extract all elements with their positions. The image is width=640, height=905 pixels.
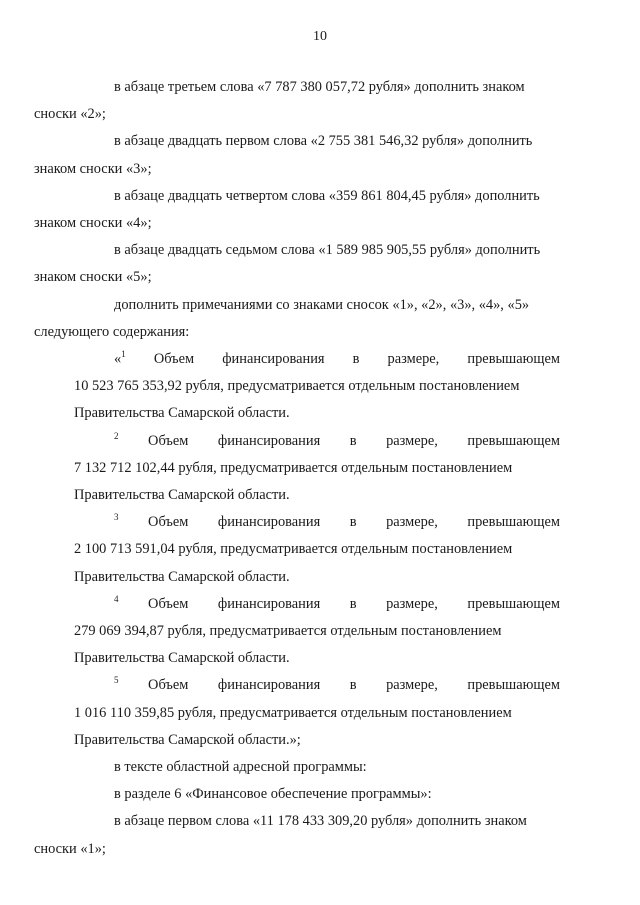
footnote-word: финансирования — [222, 351, 325, 368]
footnote-first-line — [74, 591, 560, 618]
paragraph-line: сноски «2»; — [34, 106, 106, 123]
paragraph-line: следующего содержания: — [34, 323, 190, 340]
footnote-word: размере, — [386, 677, 438, 694]
paragraph — [34, 74, 560, 128]
document-body — [34, 74, 560, 863]
footnote-line: Правительства Самарской области. — [74, 487, 290, 504]
footnote-word: превышающем — [467, 432, 560, 449]
paragraph — [34, 292, 560, 346]
footnote-word: превышающем — [467, 677, 560, 694]
paragraph-line: в абзаце двадцать седьмом слова «1 589 985 905,55 рубля» дополнить — [114, 242, 541, 259]
paragraph-line: знаком сноски «4»; — [34, 215, 152, 232]
footnote-line: 10 523 765 353,92 рубля, предусматривается отдельным постановлением — [74, 378, 520, 395]
footnote-word: Объем — [148, 677, 189, 694]
footnote-mark: 4 — [114, 594, 119, 605]
footnote-word: финансирования — [217, 432, 321, 449]
footnote-4 — [74, 591, 560, 673]
footnote-word: Объем — [148, 432, 189, 449]
footnote-word: в — [349, 432, 357, 449]
footnote-word: в — [349, 595, 357, 612]
footnote-word: финансирования — [217, 595, 321, 612]
footnote-line: 279 069 394,87 рубля, предусматривается отдельным постановлением — [74, 623, 502, 640]
paragraph-line: дополнить примечаниями со знаками сносок «1», «2», «3», «4», «5» — [114, 296, 530, 313]
footnote-mark: 5 — [114, 675, 119, 686]
paragraph-line: знаком сноски «5»; — [34, 269, 152, 286]
footnote-word: Объем — [153, 351, 195, 368]
page-number: 10 — [313, 29, 327, 44]
footnote-word: в — [349, 677, 357, 694]
paragraph-line: в тексте областной адресной программы: — [114, 759, 367, 776]
paragraph-line: в разделе 6 «Финансовое обеспечение программы»: — [114, 786, 432, 803]
footnote-mark: 3 — [114, 512, 119, 523]
paragraph — [34, 808, 560, 862]
paragraph-line: в абзаце третьем слова «7 787 380 057,72 рубля» дополнить знаком — [114, 79, 525, 95]
footnote-word: размере, — [387, 351, 440, 368]
footnote-word: размере, — [386, 514, 438, 531]
footnote-word: превышающем — [467, 514, 560, 531]
footnote-word: финансирования — [217, 677, 321, 694]
paragraph-line: знаком сноски «3»; — [34, 160, 152, 177]
footnote-word: размере, — [386, 595, 438, 612]
footnote-first-line — [74, 346, 560, 373]
footnote-mark: «$^1$ — [114, 349, 126, 368]
paragraph — [74, 781, 560, 808]
footnote-word: в — [352, 351, 360, 368]
footnote-word: размере, — [386, 432, 438, 449]
footnote-word: превышающем — [467, 351, 560, 368]
footnote-word: в — [349, 514, 357, 531]
footnote-line: Правительства Самарской области.»; — [74, 731, 301, 748]
footnote-word: финансирования — [217, 514, 321, 531]
paragraph-line: в абзаце двадцать первом слова «2 755 381 546,32 рубля» дополнить — [114, 133, 533, 150]
footnote-first-line — [74, 428, 560, 455]
footnote-line: 7 132 712 102,44 рубля, предусматривается отдельным постановлением — [74, 459, 513, 476]
footnote-line: 2 100 713 591,04 рубля, предусматривается отдельным постановлением — [74, 541, 513, 558]
paragraph — [74, 754, 560, 781]
footnote-line: Правительства Самарской области. — [74, 568, 290, 585]
paragraph — [34, 183, 560, 237]
footnote-mark: 2 — [114, 430, 119, 441]
footnote-first-line — [74, 672, 560, 699]
footnote-word: превышающем — [467, 595, 560, 612]
footnote-line: Правительства Самарской области. — [74, 405, 290, 422]
footnote-word: Объем — [148, 595, 189, 612]
paragraph-line: в абзаце двадцать четвертом слова «359 861 804,45 рубля» дополнить — [114, 187, 540, 204]
footnote-line: 1 016 110 359,85 рубля, предусматривается отдельным постановлением — [74, 704, 512, 721]
footnote-line: Правительства Самарской области. — [74, 650, 290, 667]
footnote-1 — [74, 346, 560, 428]
footnote-first-line — [74, 509, 560, 536]
paragraph-line: сноски «1»; — [34, 840, 106, 857]
paragraph-line: в абзаце первом слова «11 178 433 309,20 рубля» дополнить знаком — [114, 813, 527, 830]
footnote-5 — [74, 672, 560, 754]
footnote-word: Объем — [148, 514, 189, 531]
footnote-3 — [74, 509, 560, 591]
paragraph — [34, 237, 560, 291]
footnote-2 — [74, 428, 560, 510]
paragraph — [34, 128, 560, 182]
